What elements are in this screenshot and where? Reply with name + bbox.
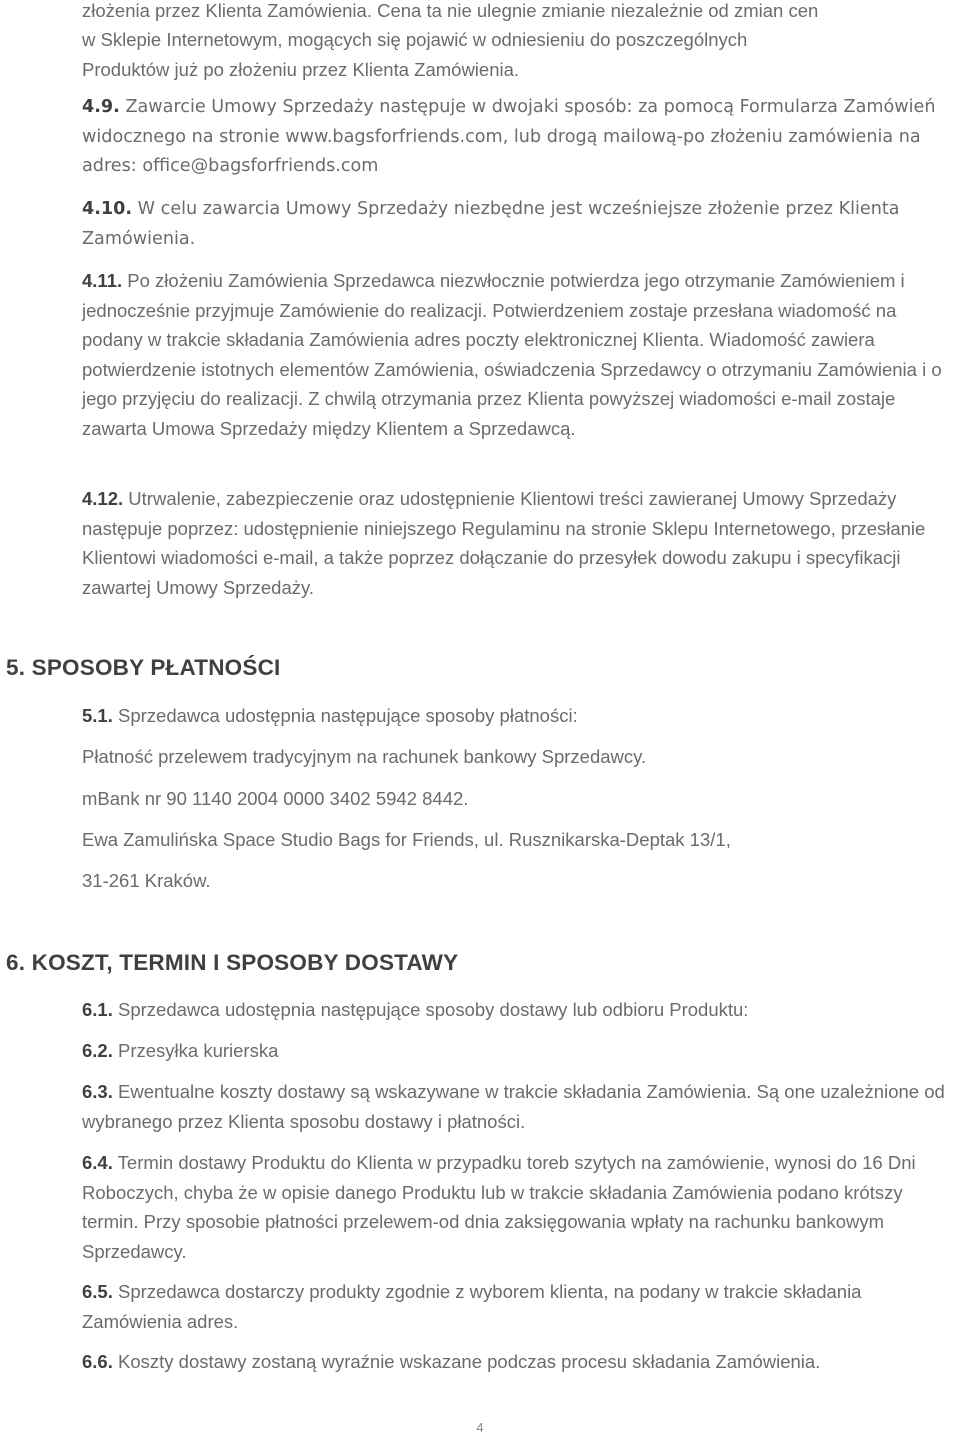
- clause-number: 4.11.: [82, 270, 123, 291]
- clause-number: 6.6.: [82, 1351, 113, 1372]
- clause-text: Zawarcie Umowy Sprzedaży następuje w dwojaki sposób: za pomocą Formularza Zamówień widocznego na stronie: [82, 97, 936, 147]
- clause-text: Termin dostawy Produktu do Klienta w przypadku toreb szytych na zamówienie, wynosi do 16 Dni Roboczych, chyba że w opisie danego Produktu lub w trakcie składania Zamówienia podano krótszy termin. Przy sposobie płatności przelewem-od dnia zaksięgowania wpłaty na rachunku bankowym Sprzedawcy.: [82, 1152, 916, 1262]
- clause-text: W celu zawarcia Umowy Sprzedaży niezbędne jest wcześniejsze złożenie przez Klienta Zamówienia.: [82, 199, 900, 249]
- clause-number: 4.12.: [82, 488, 124, 509]
- paragraph-6-4: [82, 1148, 952, 1266]
- paragraph-4-9: [82, 93, 952, 182]
- company-address-line: Ewa Zamulińska Space Studio Bags for Friends, ul. Rusznikarska-Deptak 13/1,: [82, 829, 731, 850]
- paragraph-6-2: [82, 1036, 278, 1066]
- website-link[interactable]: www.bagsforfriends.com: [285, 126, 503, 147]
- paragraph-4-12: [82, 484, 952, 602]
- clause-text: Utrwalenie, zabezpieczenie oraz udostępnienie Klientowi treści zawieranej Umowy Sprzedaży następuje poprzez: udostępnienie niniejszego Regulaminu na stronie Sklepu Internetowego, przesłanie Klientowi wiadomości e-mail, a także poprzez dołączanie do przesyłek dowodu zakupu i specyfikacji zawartej Umowy Sprzedaży.: [82, 488, 926, 598]
- payment-method-line: Płatność przelewem tradycyjnym na rachunek bankowy Sprzedawcy.: [82, 746, 647, 767]
- intro-line-3: Produktów już po złożeniu przez Klienta Zamówienia.: [82, 59, 520, 80]
- clause-number: 5.1.: [82, 705, 113, 726]
- section-heading-5: 5. SPOSOBY PŁATNOŚCI: [6, 655, 281, 680]
- intro-line-1: złożenia przez Klienta Zamówienia. Cena ta nie ulegnie zmianie niezależnie od zmian cen: [82, 0, 819, 21]
- clause-number: 6.2.: [82, 1040, 113, 1061]
- paragraph-5-1: [82, 701, 578, 731]
- clause-text: Ewentualne koszty dostawy są wskazywane w trakcie składania Zamówienia. Są one uzależnione od wybranego przez Klienta sposobu dostawy i płatności.: [82, 1081, 945, 1132]
- clause-number: 6.4.: [82, 1152, 113, 1173]
- clause-number: 4.10.: [82, 199, 133, 219]
- page-number: 4: [476, 1420, 484, 1435]
- paragraph-6-5: [82, 1277, 952, 1336]
- postal-code-line: 31-261 Kraków.: [82, 870, 211, 891]
- intro-line-2: w Sklepie Internetowym, mogących się pojawić w odniesieniu do poszczególnych: [82, 29, 748, 50]
- paragraph-6-3: [82, 1077, 952, 1136]
- clause-number: 6.5.: [82, 1281, 113, 1302]
- clause-number: 6.3.: [82, 1081, 113, 1102]
- clause-number: 6.1.: [82, 999, 113, 1020]
- paragraph-4-11: [82, 266, 952, 443]
- section-heading-6: 6. KOSZT, TERMIN I SPOSOBY DOSTAWY: [6, 950, 459, 975]
- bank-account-line: mBank nr 90 1140 2004 0000 3402 5942 8442.: [82, 788, 469, 809]
- email-link[interactable]: office@bagsforfriends.com: [142, 156, 379, 176]
- clause-text: Sprzedawca udostępnia następujące sposoby płatności:: [112, 705, 578, 726]
- paragraph-6-6: [82, 1347, 820, 1377]
- clause-text-cont: , lub drogą mailową-po złożeniu zamówienia na adres:: [82, 126, 921, 176]
- paragraph-4-10: [82, 195, 952, 254]
- paragraph-6-1: [82, 995, 748, 1025]
- clause-text: Po złożeniu Zamówienia Sprzedawca niezwłocznie potwierdza jego otrzymanie Zamówieniem i jednocześnie przyjmuje Zamówienie do realizacji. Potwierdzeniem zostaje przesłana wiadomość na podany w trakcie składania Zamówienia adres poczty elektronicznej Klienta. Wiadomość zawiera potwierdzenie istotnych elementów Zamówienia, oświadczenia Sprzedawcy o otrzymaniu Zamówienia i o jego przyjęciu do realizacji. Z chwilą otrzymania przez Klienta powyższej wiadomości e-mail zostaje zawarta Umowa Sprzedaży między Klientem a Sprzedawcą.: [82, 270, 942, 439]
- clause-number: 4.9.: [82, 97, 120, 117]
- clause-text: Sprzedawca udostępnia następujące sposoby dostawy lub odbioru Produktu:: [112, 999, 749, 1020]
- clause-text: Sprzedawca dostarczy produkty zgodnie z wyborem klienta, na podany w trakcie składania Zamówienia adres.: [82, 1281, 862, 1332]
- clause-text: Koszty dostawy zostaną wyraźnie wskazane podczas procesu składania Zamówienia.: [112, 1351, 821, 1372]
- clause-text: Przesyłka kurierska: [112, 1040, 279, 1061]
